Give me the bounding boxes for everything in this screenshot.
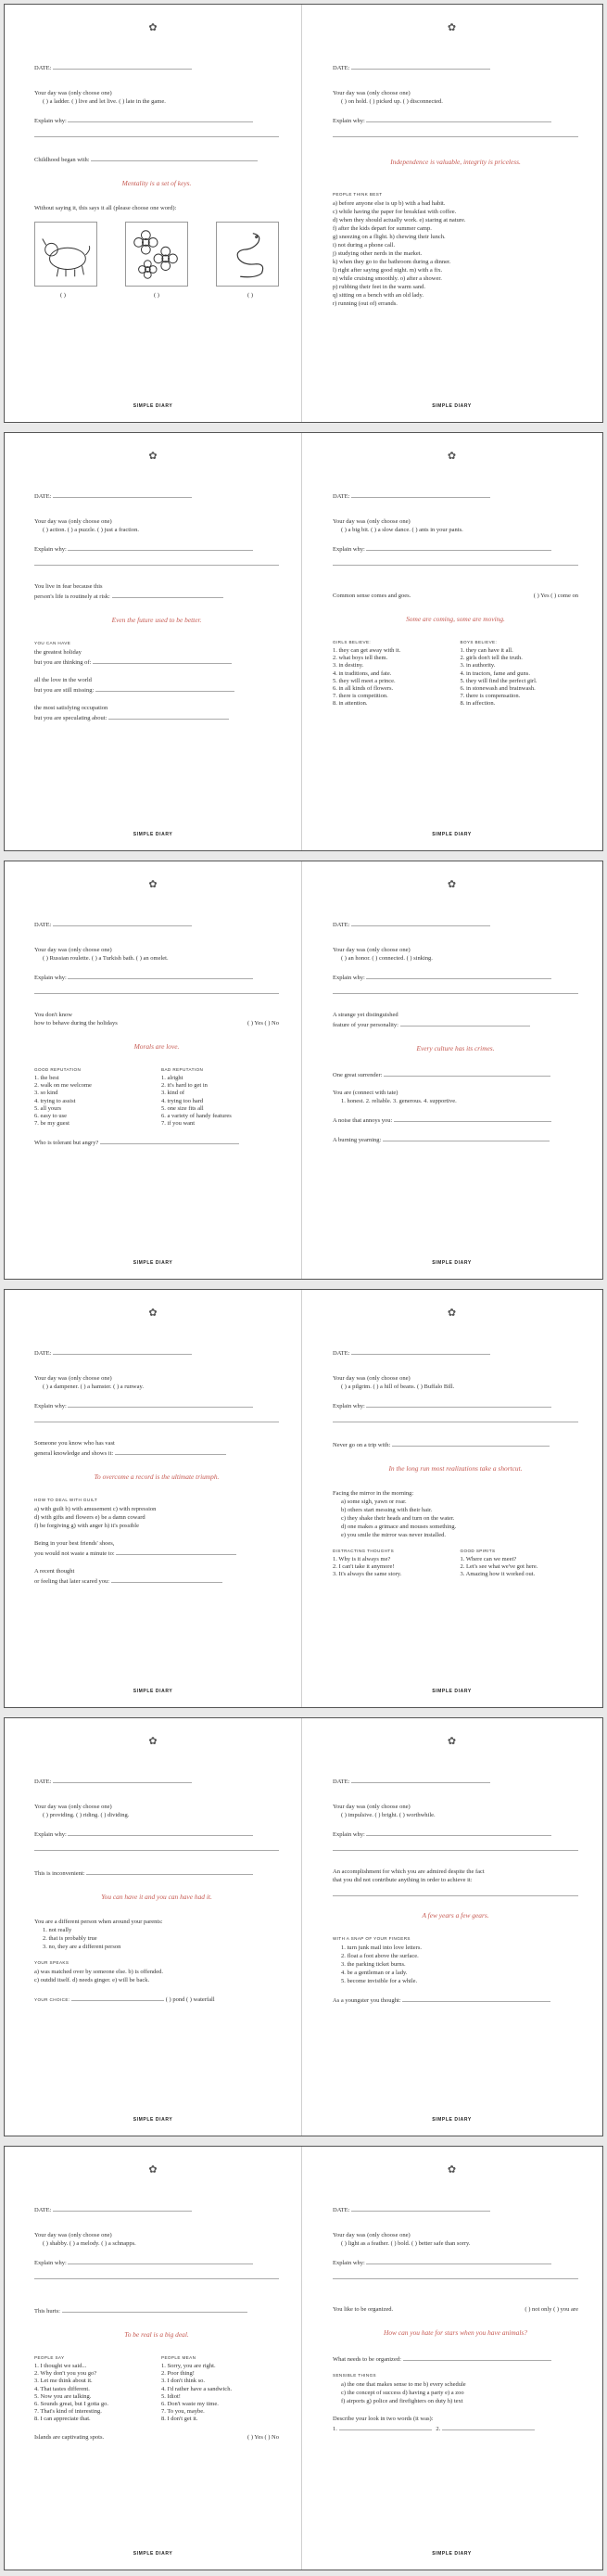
prompt-thought: A recent thought	[34, 1568, 75, 1575]
ornament-icon: ✿	[447, 1736, 457, 1747]
day-options[interactable]: ( ) impulsive. ( ) bright. ( ) worthwhile.	[341, 1812, 436, 1818]
brand-label: SIMPLE DIARY	[133, 403, 173, 409]
list-item[interactable]: c) the concept of success d) having a party e) a zoo	[341, 2390, 464, 2396]
brand-label: SIMPLE DIARY	[133, 1260, 173, 1266]
prompt-knowledge: Someone you know who has vast	[34, 1440, 115, 1447]
section-heading: YOU CAN HAVE	[34, 641, 71, 645]
list-item[interactable]: i) not during a phone call.	[333, 242, 396, 249]
quote: To be real is a big deal.	[124, 2330, 189, 2339]
list-item[interactable]: 8. I don't get it.	[161, 2416, 198, 2423]
answer-line[interactable]	[333, 2269, 578, 2279]
list-item[interactable]: a) was matched over by someone else. b) is offended.	[34, 1969, 164, 1975]
list-item[interactable]: 4. in traditions, and fate.	[333, 670, 392, 677]
list-item[interactable]: f) airports g) police and firefighters on duty h) text	[341, 2398, 463, 2404]
snap-list	[333, 1944, 578, 1985]
prompt-hurts[interactable]: This hurts:	[34, 2305, 279, 2315]
say-mean-columns	[34, 2355, 279, 2424]
answer-line[interactable]	[34, 127, 279, 137]
prompt-feature-answer[interactable]: feature of your personality:	[333, 1019, 578, 1029]
list-item[interactable]: 1. they can get away with it.	[333, 647, 401, 654]
section-heading: SENSIBLE THINGS	[333, 2373, 377, 2378]
brand-label: SIMPLE DIARY	[432, 403, 472, 409]
look-answers[interactable]: 1. 2.	[333, 2423, 578, 2433]
list-item[interactable]: 2. what boys tell them.	[333, 655, 388, 662]
list-item[interactable]: 4. That tastes different.	[34, 2385, 90, 2392]
list-item[interactable]: 6. Sounds great, but I gotta go.	[34, 2401, 108, 2408]
column-heading: GIRLS BELIEVE:	[333, 640, 372, 644]
brand-label: SIMPLE DIARY	[432, 1689, 472, 1694]
ornament-icon: ✿	[148, 879, 158, 890]
day-options[interactable]: ( ) Russian roulette. ( ) a Turkish bath. ( ) an omelet.	[43, 955, 169, 962]
diary-page-6-right	[303, 2147, 601, 2570]
list-item[interactable]: 4. in tractors, fame and guns.	[460, 670, 530, 677]
reputation-columns	[34, 1067, 279, 1128]
prompt-you-are: You are (connect with tate)	[333, 1090, 398, 1096]
prompt-shoes: Being in your best friends' shoes,	[34, 1540, 115, 1547]
explain-field[interactable]: Explain why:	[333, 543, 578, 554]
prompt-answer[interactable]: but you are speculating about:	[34, 712, 279, 722]
list-item[interactable]: 7. To you, maybe.	[161, 2408, 205, 2416]
picture-prompt: Without saying it, this says it all (please choose one word):	[34, 205, 177, 211]
answer-line[interactable]	[333, 1886, 578, 1896]
diary-page-1-left	[5, 5, 302, 422]
answer-line[interactable]	[34, 1841, 279, 1851]
picture-choices	[34, 292, 279, 299]
explain-field[interactable]: Explain why:	[333, 115, 578, 125]
column-heading: PEOPLE SAY	[34, 2355, 65, 2360]
prompt-tolerant[interactable]: Who is tolerant but angry?	[34, 1137, 279, 1147]
column-heading: BOYS BELIEVE:	[460, 640, 498, 644]
list-item[interactable]: 1. the best	[34, 1075, 59, 1081]
quote: You can have it and you can have had it.	[101, 1893, 212, 1901]
date-field[interactable]: DATE:	[333, 1347, 578, 1358]
explain-field[interactable]: Explain why:	[34, 1400, 279, 1410]
list-item[interactable]: 5. they will meet a prince.	[333, 677, 396, 684]
day-prompt: Your day was (only choose one)	[333, 947, 411, 953]
people-think-list	[333, 199, 578, 308]
parents-list	[34, 1926, 279, 1951]
prompt-parents: You are a different person when around your parents:	[34, 1919, 163, 1925]
prompt-choice: YOUR CHOICE: ( ) pond ( ) waterfall	[34, 1994, 279, 2004]
list-item[interactable]: 6. in all kinds of flowers.	[333, 685, 394, 693]
flowers-drawing-icon[interactable]	[125, 222, 188, 287]
ornament-icon: ✿	[447, 22, 457, 33]
list-item[interactable]: 5. one size fits all	[161, 1104, 204, 1112]
list-item[interactable]: 1. Where can we meet?	[460, 1556, 517, 1562]
pic-choice-1[interactable]: ( )	[60, 292, 66, 299]
list-item[interactable]: 2. it's hard to get in	[161, 1082, 208, 1090]
list-item[interactable]: f) be forgiving g) with anger h) it's possible	[34, 1523, 139, 1529]
list-item[interactable]: c) they shake their heads and turn on the water.	[341, 1515, 455, 1522]
prompt-inconvenient[interactable]: This is inconvenient:	[34, 1868, 279, 1878]
explain-field[interactable]: Explain why:	[333, 1829, 578, 1839]
date-field[interactable]: DATE:	[34, 1347, 279, 1358]
day-prompt: Your day was (only choose one)	[34, 1804, 112, 1810]
ornament-icon: ✿	[148, 451, 158, 462]
list-item[interactable]: a) with guilt b) with amusement c) with repression	[34, 1506, 157, 1512]
prompt-trip[interactable]: Never go on a trip with:	[333, 1439, 578, 1449]
list-item[interactable]: 3. I don't think so.	[161, 2378, 206, 2385]
list-item[interactable]: 3. in authority.	[460, 662, 496, 670]
quote: How can you hate for stars when you have animals?	[384, 2328, 527, 2337]
picture-row	[34, 222, 279, 287]
answer-line[interactable]	[333, 555, 578, 566]
brand-label: SIMPLE DIARY	[133, 1689, 173, 1694]
diary-page-3-right	[303, 861, 601, 1279]
list-item[interactable]: 1. they can have it all.	[460, 647, 513, 654]
column-heading: GOOD REPUTATION	[34, 1067, 82, 1072]
list-item[interactable]: d) one makes a grimace and mouses something.	[341, 1524, 457, 1530]
brand-label: SIMPLE DIARY	[432, 832, 472, 837]
people-mean-column	[161, 2355, 279, 2424]
list-item[interactable]: 2. that is probably true	[43, 1935, 97, 1942]
quote: Independence is valuable, integrity is priceless.	[390, 158, 521, 166]
belief-columns	[333, 640, 578, 708]
diary-sheet-6	[4, 2146, 603, 2570]
list-item[interactable]: a) some sigh, yawn or roar.	[341, 1498, 407, 1505]
list-item[interactable]: 2. walk on me welcome	[34, 1082, 92, 1090]
list-item[interactable]: 6. Don't waste my time.	[161, 2401, 219, 2408]
date-field[interactable]: DATE:	[333, 1776, 578, 1786]
mirror-list	[333, 1498, 578, 1539]
prompt-line: the greatest holiday	[34, 649, 82, 656]
prompt-fear-answer[interactable]: person's life is routinely at risk:	[34, 591, 279, 601]
sensible-list	[333, 2380, 578, 2405]
diary-sheet-3	[4, 861, 603, 1280]
day-prompt: Your day was (only choose one)	[34, 2232, 112, 2238]
list-item[interactable]: j) studying other nerds in the market.	[333, 250, 423, 257]
day-options[interactable]: ( ) a ladder. ( ) live and let live. ( ) late in the game.	[43, 98, 166, 105]
day-options[interactable]: ( ) an honor. ( ) connected. ( ) sinking.	[341, 955, 433, 962]
list-item[interactable]: 1. I thought we said...	[34, 2363, 87, 2369]
list-item[interactable]: d) when they should actually work. e) staring at nature.	[333, 217, 466, 223]
diary-page-2-right	[303, 433, 601, 850]
list-item[interactable]: 5. Idiot!	[161, 2392, 181, 2400]
list-item[interactable]: a) before anyone else is up b) with a bad habit.	[333, 200, 446, 207]
date-field[interactable]: DATE:	[34, 919, 279, 929]
prompt-thought-answer[interactable]: or feeling that later scared you:	[34, 1575, 279, 1586]
diary-page-4-left	[5, 1290, 302, 1707]
people-say-column	[34, 2355, 152, 2424]
day-prompt: Your day was (only choose one)	[333, 2232, 411, 2238]
list-item[interactable]: c) outdid itself. d) needs ginger. e) will be back.	[34, 1977, 150, 1983]
answer-line[interactable]	[333, 1412, 578, 1422]
date-field[interactable]: DATE:	[34, 491, 279, 501]
list-item[interactable]: 2. I can't take it anymore!	[333, 1563, 395, 1571]
pic-choice-2[interactable]: ( )	[154, 292, 159, 299]
prompt-islands: Islands are captivating spots. ( ) Yes ( ) No	[34, 2433, 279, 2441]
diary-sheet-5	[4, 1717, 603, 2136]
section-heading: PEOPLE THINK BEST	[333, 192, 383, 197]
list-item[interactable]: 2. Poor thing!	[161, 2370, 195, 2378]
quote: Mentality is a set of keys.	[121, 179, 192, 187]
list-item[interactable]: 2. Why don't you you go?	[34, 2370, 97, 2378]
bad-reputation-column	[161, 1067, 279, 1128]
day-options[interactable]: ( ) on hold. ( ) picked up. ( ) disconnected.	[341, 98, 443, 105]
day-prompt: Your day was (only choose one)	[333, 1375, 411, 1382]
prompt-yearning[interactable]: A burning yearning:	[333, 1134, 578, 1144]
quote: Even the future used to be better.	[111, 616, 202, 624]
answer-line[interactable]	[333, 984, 578, 994]
prompt-surrender[interactable]: One great surrender:	[333, 1069, 578, 1079]
diary-page-2-left	[5, 433, 302, 850]
you-are-options[interactable]: 1. honest. 2. reliable. 3. generous. 4. supportive.	[341, 1098, 457, 1104]
list-item[interactable]: a) the one that makes sense to me b) every schedule	[341, 2381, 466, 2388]
day-options[interactable]: ( ) shabby. ( ) a melody. ( ) a schnapps.	[43, 2240, 136, 2247]
prompt-shoes-answer[interactable]: you would not waste a minute to:	[34, 1548, 279, 1558]
prompt-fear: You live in fear because this	[34, 583, 103, 590]
list-item[interactable]: f) after the kids depart for summer camp.	[333, 225, 432, 232]
day-options[interactable]: ( ) providing. ( ) riding. ( ) dividing.	[43, 1812, 130, 1818]
prompt-knowledge-answer[interactable]: general knowledge and shows it:	[34, 1447, 279, 1458]
diary-page-5-left	[5, 1718, 302, 2136]
yes-no-choice[interactable]: ( ) Yes ( ) come on	[533, 593, 578, 599]
day-options[interactable]: ( ) a pilgrim. ( ) a hill of beans. ( ) Buffalo Bill.	[341, 1384, 455, 1390]
prompt-noise[interactable]: A noise that annoys you:	[333, 1115, 578, 1125]
day-options[interactable]: ( ) action. ( ) a puzzle. ( ) just a fraction.	[43, 527, 139, 533]
date-field[interactable]: DATE:	[333, 919, 578, 929]
prompt-organized: You like to be organized. ( ) not only ( ) you are	[333, 2306, 578, 2313]
list-item[interactable]: 8. in affection.	[460, 700, 496, 708]
answer-line[interactable]	[34, 1412, 279, 1422]
answer-line[interactable]	[34, 984, 279, 994]
list-item[interactable]: 1. not really	[43, 1927, 72, 1933]
diary-sheet-4	[4, 1289, 603, 1708]
column-heading: DISTRACTING THOUGHTS	[333, 1549, 395, 1553]
day-prompt: Your day was (only choose one)	[333, 90, 411, 96]
date-field[interactable]: DATE:	[34, 62, 279, 72]
list-item[interactable]: 5. they will find the perfect girl.	[460, 677, 537, 684]
explain-field[interactable]: Explain why:	[34, 115, 279, 125]
good-spirits-column	[461, 1549, 579, 1579]
section-heading: HOW TO DEAL WITH GUILT	[34, 1498, 98, 1502]
quote: Some are coming, some are moving.	[406, 615, 505, 623]
rhino-drawing-icon[interactable]	[34, 222, 97, 287]
date-field[interactable]: DATE:	[34, 1776, 279, 1786]
diary-page-4-right	[303, 1290, 601, 1707]
list-item[interactable]: 3. in destiny.	[333, 662, 364, 670]
list-item[interactable]: 6. easy to use	[34, 1113, 68, 1120]
organized-choice[interactable]: ( ) not only ( ) you are	[525, 2306, 578, 2313]
list-item[interactable]: l) right after saying good night. m) with a fix.	[333, 267, 443, 274]
list-item[interactable]: 4. I'd rather have a sandwich.	[161, 2385, 233, 2392]
list-item[interactable]: 7. That's kind of interesting.	[34, 2408, 102, 2416]
brand-label: SIMPLE DIARY	[432, 1260, 472, 1266]
explain-field[interactable]: Explain why:	[333, 972, 578, 982]
prompt-mirror: Facing the mirror in the morning:	[333, 1490, 414, 1497]
explain-field[interactable]: Explain why:	[333, 1400, 578, 1410]
ornament-icon: ✿	[148, 22, 158, 33]
list-item[interactable]: 4. trying to assist	[34, 1097, 76, 1104]
boys-column	[461, 640, 579, 708]
list-item[interactable]: 7. be my guest	[34, 1120, 70, 1128]
explain-field[interactable]: Explain why:	[333, 2257, 578, 2267]
prompt-answer[interactable]: but you are thinking of:	[34, 657, 279, 667]
list-item[interactable]: 8. I can appreciate that.	[34, 2416, 91, 2423]
thoughts-columns	[333, 1549, 578, 1579]
list-item[interactable]: 1. turn junk mail into love letters.	[341, 1945, 423, 1951]
brand-label: SIMPLE DIARY	[432, 2551, 472, 2557]
day-options[interactable]: ( ) light as a feather. ( ) bold. ( ) better safe than sorry.	[341, 2240, 471, 2247]
prompt-holidays-choice: how to behave during the holidays ( ) Yes ( ) No	[34, 1020, 279, 1027]
prompt-needs-organized[interactable]: What needs to be organized:	[333, 2353, 578, 2364]
list-item[interactable]: 3. Amazing how it worked out.	[460, 1571, 536, 1578]
list-item[interactable]: 7. there is competition.	[333, 693, 388, 700]
answer-line[interactable]	[333, 127, 578, 137]
list-item[interactable]: 2. Let's see what we've got here.	[460, 1563, 538, 1571]
list-item[interactable]: 2. float a foot above the surface.	[341, 1953, 419, 1959]
diary-page-1-right	[303, 5, 601, 422]
answer-line[interactable]	[34, 555, 279, 566]
snake-drawing-icon[interactable]	[216, 222, 279, 287]
column-heading: BAD REPUTATION	[161, 1067, 204, 1072]
list-item[interactable]: 4. be a gentleman or a lady.	[341, 1970, 408, 1976]
distracting-thoughts-column	[333, 1549, 451, 1579]
day-options[interactable]: ( ) a dampener. ( ) a hamster. ( ) a runway.	[43, 1384, 144, 1390]
ornament-icon: ✿	[148, 1307, 158, 1319]
brand-label: SIMPLE DIARY	[133, 832, 173, 837]
ornament-icon: ✿	[148, 2164, 158, 2175]
girls-column	[333, 640, 451, 708]
list-item[interactable]: 5. Now you are talking.	[34, 2392, 92, 2400]
list-item[interactable]: 6. in stonewash and brainwash.	[460, 685, 536, 693]
diary-page-3-left	[5, 861, 302, 1279]
ornament-icon: ✿	[447, 879, 457, 890]
prompt-childhood[interactable]: Childhood began with:	[34, 154, 279, 164]
prompt-accomplishment: An accomplishment for which you are admired despite the fact	[333, 1868, 485, 1875]
day-prompt: Your day was (only choose one)	[34, 1375, 112, 1382]
explain-field[interactable]: Explain why:	[34, 2257, 279, 2267]
prompt-common-sense: Common sense comes and goes. ( ) Yes ( ) come on	[333, 593, 578, 599]
list-item[interactable]: 7. if you want	[161, 1120, 196, 1128]
prompt-answer[interactable]: but you are still missing:	[34, 684, 279, 695]
list-item[interactable]: 7. there is compensation.	[460, 693, 521, 700]
list-item[interactable]: n) while cruising smoothly. o) after a shower.	[333, 275, 442, 282]
list-item[interactable]: 8. in attention.	[333, 700, 368, 708]
prompt-holidays: You don't know	[34, 1012, 72, 1018]
list-item[interactable]: 5. become invisible for a while.	[341, 1978, 418, 1984]
answer-line[interactable]	[34, 2269, 279, 2279]
list-item[interactable]: 3. It's always the same story.	[333, 1571, 402, 1578]
good-reputation-column	[34, 1067, 152, 1128]
yes-no-choice[interactable]: ( ) Yes ( ) No	[247, 1020, 279, 1027]
date-field[interactable]: DATE:	[333, 62, 578, 72]
list-item[interactable]: e) you smile the mirror was never installed.	[341, 1532, 446, 1538]
ornament-icon: ✿	[148, 1736, 158, 1747]
quote: In the long run most realizations take a shortcut.	[388, 1464, 523, 1473]
list-item[interactable]: 3. Let me think about it.	[34, 2378, 93, 2385]
prompt-line: the most satisfying occupation	[34, 705, 108, 711]
section-heading: YOUR SPEAKS	[34, 1960, 70, 1965]
day-prompt: Your day was (only choose one)	[34, 90, 112, 96]
explain-field[interactable]: Explain why:	[34, 1829, 279, 1839]
quote: Morals are love.	[133, 1042, 180, 1051]
list-item[interactable]: c) while having the paper for breakfast with coffee.	[333, 209, 457, 215]
list-item[interactable]: 4. trying too hard	[161, 1097, 204, 1104]
brand-label: SIMPLE DIARY	[133, 2551, 173, 2557]
column-heading: GOOD SPIRITS	[460, 1549, 496, 1553]
date-field[interactable]: DATE:	[333, 2204, 578, 2214]
ornament-icon: ✿	[447, 451, 457, 462]
prompt-line: all the love in the world	[34, 677, 92, 683]
list-item[interactable]: r) running (out of) errands.	[333, 300, 398, 307]
section-heading: WITH A SNAP OF YOUR FINGERS	[333, 1936, 411, 1941]
list-item[interactable]: k) when they go to the bathroom during a dinner.	[333, 259, 451, 265]
diary-page-6-left	[5, 2147, 302, 2570]
explain-field[interactable]: Explain why:	[34, 543, 279, 554]
list-item[interactable]: 1. Sorry, you are right.	[161, 2363, 216, 2369]
yes-no-choice[interactable]: ( ) Yes ( ) No	[247, 2433, 279, 2441]
brand-label: SIMPLE DIARY	[133, 2117, 173, 2123]
prompt-describe-look: Describe your look in two words (it was):	[333, 2416, 434, 2422]
explain-field[interactable]: Explain why:	[34, 972, 279, 982]
quote: Every culture has its crimes.	[416, 1044, 495, 1052]
date-field[interactable]: DATE:	[333, 491, 578, 501]
day-prompt: Your day was (only choose one)	[333, 518, 411, 525]
day-prompt: Your day was (only choose one)	[34, 947, 112, 953]
diary-sheet-2	[4, 432, 603, 851]
pic-choice-3[interactable]: ( )	[247, 292, 253, 299]
day-prompt: Your day was (only choose one)	[333, 1804, 411, 1810]
list-item[interactable]: 5. all yours	[34, 1104, 62, 1112]
day-prompt: Your day was (only choose one)	[34, 518, 112, 525]
ornament-icon: ✿	[447, 2164, 457, 2175]
ornament-icon: ✿	[447, 1307, 457, 1319]
list-item[interactable]: 1. Why is it always me?	[333, 1556, 391, 1562]
list-item[interactable]: 3. the parking ticket burns.	[341, 1961, 406, 1968]
diary-page-5-right	[303, 1718, 601, 2136]
column-heading: PEOPLE MEAN	[161, 2355, 196, 2360]
quote: A few years a few gears.	[422, 1911, 489, 1919]
list-item[interactable]: g) sneezing on a flight. h) chewing their lunch.	[333, 234, 446, 240]
prompt-accomplishment-cont: that you did not contribute anything in order to achieve it:	[333, 1877, 473, 1883]
list-item[interactable]: 3. kind of	[161, 1090, 185, 1097]
date-field[interactable]: DATE:	[34, 2204, 279, 2214]
pond-waterfall-choice[interactable]: ( ) pond ( ) waterfall	[165, 1996, 215, 2003]
day-options[interactable]: ( ) a big bit. ( ) a slow dance. ( ) ants in your pants.	[341, 527, 463, 533]
prompt-feature: A strange yet distinguished	[333, 1012, 398, 1018]
list-item[interactable]: q) sitting on a bench with an old lady.	[333, 292, 424, 299]
brand-label: SIMPLE DIARY	[432, 2117, 472, 2123]
list-item[interactable]: 3. so kind	[34, 1090, 58, 1097]
prompt-youngster[interactable]: As a youngster you thought:	[333, 1995, 578, 2005]
list-item[interactable]: 6. a variety of handy features	[161, 1113, 232, 1120]
diary-sheet-1	[4, 4, 603, 423]
list-item[interactable]: p) rubbing their feet in the warm sand.	[333, 284, 425, 290]
list-item[interactable]: 1. alright	[161, 1075, 183, 1081]
list-item[interactable]: 2. girls don't tell the truth.	[460, 655, 523, 662]
list-item[interactable]: 3. no, they are a different person	[43, 1944, 121, 1950]
answer-line[interactable]	[333, 1841, 578, 1851]
quote: To overcome a record is the ultimate triumph.	[94, 1473, 220, 1481]
list-item[interactable]: d) with gifts and flowers e) be a damn coward	[34, 1514, 145, 1521]
list-item[interactable]: b) others start messing with their hair.	[341, 1507, 433, 1513]
